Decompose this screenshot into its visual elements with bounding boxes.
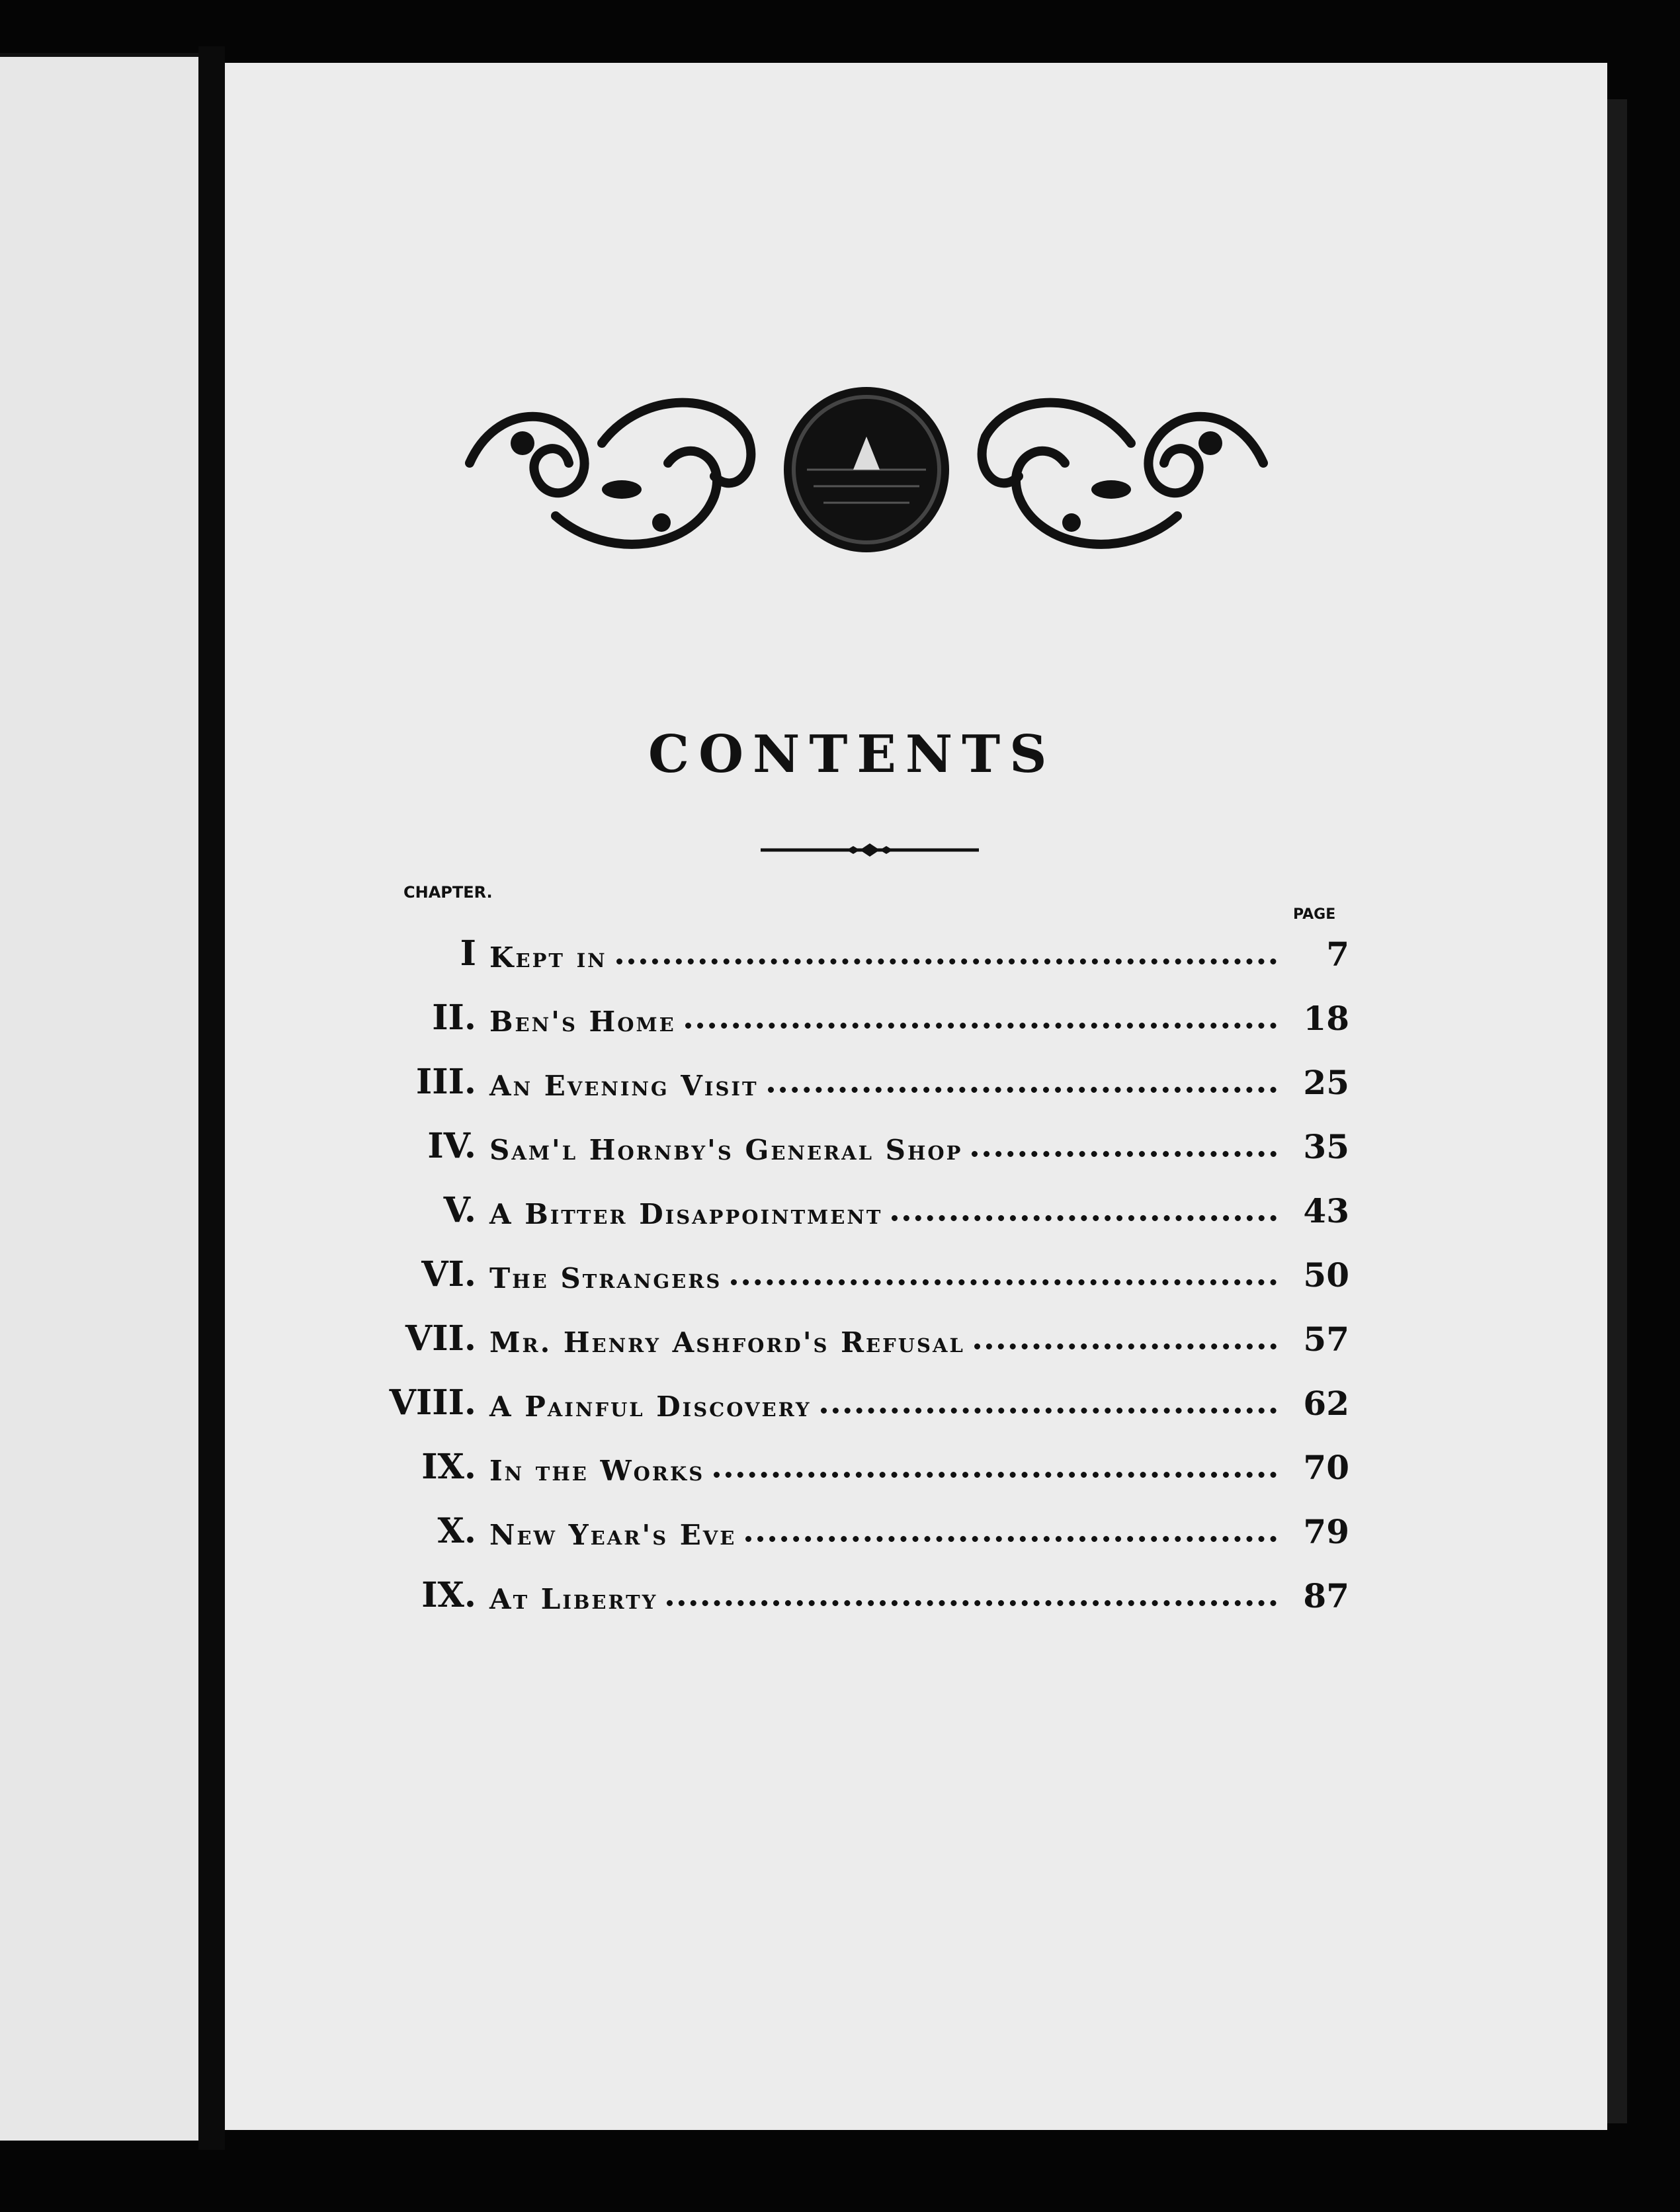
leader-dots (974, 1343, 1277, 1349)
chapter-number: X. (437, 1511, 476, 1551)
chapter-title: The Strangers (489, 1262, 722, 1295)
chapter-number: I (460, 933, 476, 974)
chapter-number: III. (415, 1062, 476, 1102)
page-number: 70 (1303, 1448, 1349, 1487)
toc-entry (370, 1038, 1349, 1102)
page-number: 62 (1303, 1384, 1349, 1423)
chapter-title: Kept in (489, 941, 607, 974)
leader-dots (768, 1087, 1277, 1093)
toc-entry (370, 1551, 1349, 1615)
table-of-contents (370, 910, 1349, 1615)
leader-dots (892, 1215, 1277, 1221)
leader-dots (731, 1279, 1277, 1285)
chapter-number: VII. (405, 1318, 476, 1359)
chapter-title: In the Works (489, 1455, 705, 1487)
page-number: 87 (1303, 1576, 1349, 1615)
chapter-number: IX. (421, 1447, 476, 1487)
page-number: 57 (1303, 1320, 1349, 1359)
toc-entry (370, 974, 1349, 1038)
chapter-number: IX. (421, 1575, 476, 1615)
page-number: 43 (1303, 1191, 1349, 1230)
leader-dots (667, 1600, 1277, 1606)
leader-dots (972, 1151, 1277, 1157)
toc-entry (370, 1423, 1349, 1487)
chapter-number: IV. (427, 1126, 476, 1166)
book-gutter (198, 46, 225, 2150)
toc-entry (370, 1295, 1349, 1359)
page-number: 7 (1326, 935, 1349, 974)
leader-dots (616, 958, 1277, 964)
chapter-number: II. (432, 998, 476, 1038)
page-column-label: PAGE (1293, 906, 1336, 923)
chapter-title: An Evening Visit (489, 1070, 759, 1102)
left-page-margin (0, 53, 198, 2141)
chapter-title: Mr. Henry Ashford's Refusal (489, 1326, 965, 1359)
chapter-title: A Painful Discovery (489, 1390, 812, 1423)
chapter-title: A Bitter Disappointment (489, 1198, 883, 1230)
toc-entry (370, 1359, 1349, 1423)
toc-entry (370, 1230, 1349, 1295)
page-edge-shadow (1607, 99, 1627, 2123)
chapter-number: V. (443, 1190, 476, 1230)
chapter-number: VIII. (389, 1382, 476, 1423)
chapter-title: Sam'l Hornby's General Shop (489, 1134, 963, 1166)
leader-dots (821, 1408, 1277, 1414)
leader-dots (745, 1536, 1277, 1542)
toc-entry (370, 910, 1349, 974)
chapter-number: VI. (421, 1254, 476, 1295)
toc-entry (370, 1166, 1349, 1230)
page-number: 79 (1303, 1512, 1349, 1551)
leader-dots (685, 1023, 1277, 1029)
chapter-title: Ben's Home (489, 1005, 676, 1038)
chapter-title: At Liberty (489, 1583, 658, 1615)
page-number: 25 (1303, 1063, 1349, 1102)
chapter-column-label: CHAPTER. (403, 883, 493, 902)
chapter-title: New Year's Eve (489, 1519, 737, 1551)
leader-dots (714, 1472, 1277, 1478)
page-title: CONTENTS (648, 724, 1056, 785)
page-number: 18 (1303, 999, 1349, 1038)
title-divider-rule (761, 840, 979, 860)
page-number: 50 (1303, 1255, 1349, 1295)
toc-entry (370, 1102, 1349, 1166)
toc-entry (370, 1487, 1349, 1551)
decorative-header-ornament (456, 364, 1277, 575)
page-number: 35 (1303, 1127, 1349, 1166)
